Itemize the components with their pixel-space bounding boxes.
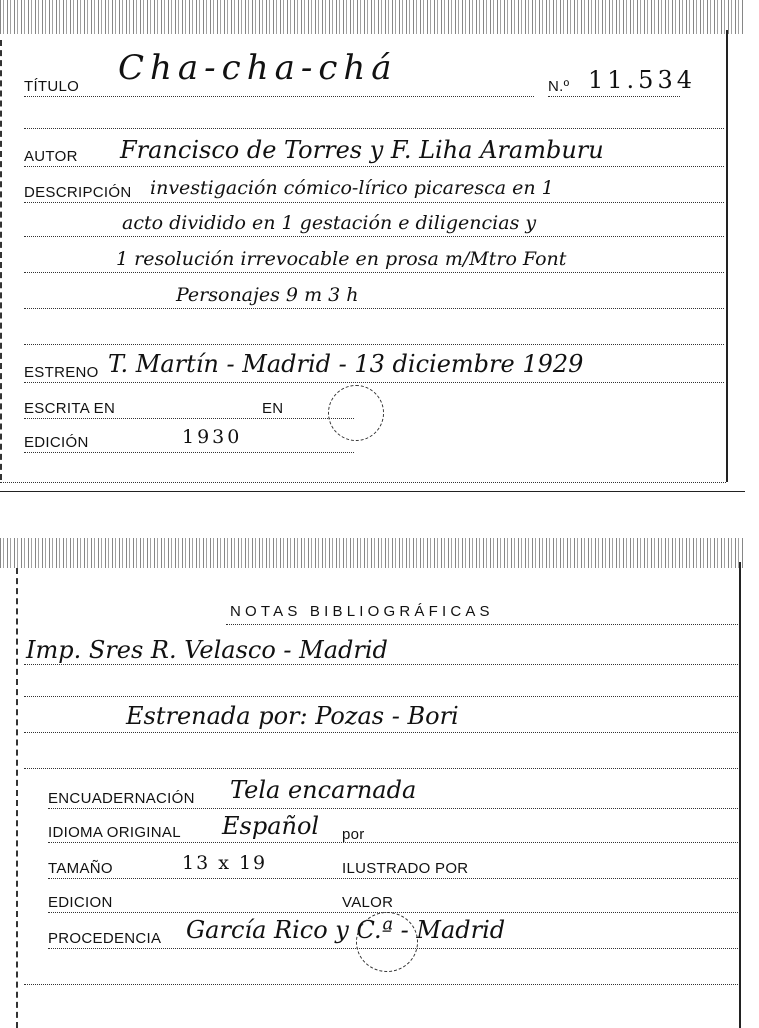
circular-stamp xyxy=(328,385,384,441)
edicion-bottom-label: EDICION xyxy=(48,894,113,911)
catalog-card-top xyxy=(0,0,745,492)
descripcion-text-2: acto dividido en 1 gestación e diligencias y xyxy=(122,212,537,234)
blank-line xyxy=(24,344,724,345)
card-right-edge xyxy=(739,562,741,1028)
en-label: EN xyxy=(262,400,284,417)
nota-line-1: Imp. Sres R. Velasco - Madrid xyxy=(26,636,388,664)
scanned-card-edge-texture xyxy=(0,538,745,568)
card-bottom-dotted-edge xyxy=(0,482,726,483)
edicion-line xyxy=(24,452,354,453)
escrita-line xyxy=(24,418,354,419)
encuadernacion-value: Tela encarnada xyxy=(230,776,417,804)
titulo-line xyxy=(24,96,534,97)
escrita-label: ESCRITA EN xyxy=(24,400,116,417)
numero-label: N.º xyxy=(548,78,570,95)
notas-title: NOTAS BIBLIOGRÁFICAS xyxy=(230,603,494,620)
scanned-card-edge-texture xyxy=(0,0,745,34)
procedencia-label: PROCEDENCIA xyxy=(48,930,162,947)
personajes-text: Personajes 9 m 3 h xyxy=(176,284,359,306)
nota-rule-1 xyxy=(24,664,738,665)
blank-line xyxy=(24,984,738,985)
autor-label: AUTOR xyxy=(24,148,78,165)
nota-line-2: Estrenada por: Pozas - Bori xyxy=(126,702,459,730)
idioma-label: IDIOMA ORIGINAL xyxy=(48,824,181,841)
estreno-label: ESTRENO xyxy=(24,364,99,381)
tamano-label: TAMAÑO xyxy=(48,860,113,877)
autor-value: Francisco de Torres y F. Liha Aramburu xyxy=(120,136,604,164)
edicion-value: 1930 xyxy=(182,426,243,448)
tamano-line xyxy=(48,878,738,879)
por-label: por xyxy=(342,826,365,843)
procedencia-value: García Rico y C.ª - Madrid xyxy=(186,916,506,944)
descripcion-line-2 xyxy=(24,236,724,237)
tamano-value: 13 x 19 xyxy=(182,852,268,874)
encuadernacion-line xyxy=(48,808,738,809)
autor-line xyxy=(24,166,724,167)
encuadernacion-label: ENCUADERNACIÓN xyxy=(48,790,195,807)
card-left-edge xyxy=(0,40,3,480)
idioma-value: Español xyxy=(222,812,320,840)
nota-rule-4 xyxy=(24,768,738,769)
card-right-edge xyxy=(726,30,728,482)
estreno-value: T. Martín - Madrid - 13 diciembre 1929 xyxy=(108,350,584,378)
card-left-edge xyxy=(16,568,19,1028)
ilustrado-label: ILUSTRADO POR xyxy=(342,860,469,877)
blank-line xyxy=(24,128,724,129)
descripcion-text-3: 1 resolución irrevocable en prosa m/Mtro Font xyxy=(116,248,567,270)
titulo-label: TÍTULO xyxy=(24,78,80,95)
edicion-label: EDICIÓN xyxy=(24,434,89,451)
card-separator xyxy=(0,491,745,492)
numero-value: 11.534 xyxy=(588,66,696,94)
circular-stamp xyxy=(356,912,418,972)
descripcion-line-3 xyxy=(24,272,724,273)
titulo-value: Cha-cha-chá xyxy=(118,48,398,88)
valor-label: VALOR xyxy=(342,894,394,911)
nota-rule-3 xyxy=(24,732,738,733)
nota-rule-2 xyxy=(24,696,738,697)
descripcion-line-1 xyxy=(24,202,724,203)
descripcion-text-1: investigación cómico-lírico picaresca en 1 xyxy=(150,177,554,199)
descripcion-label: DESCRIPCIÓN xyxy=(24,184,132,201)
numero-line xyxy=(548,96,680,97)
notas-title-line xyxy=(226,624,738,625)
estreno-line xyxy=(24,382,724,383)
idioma-line xyxy=(48,842,738,843)
descripcion-line-4 xyxy=(24,308,724,309)
